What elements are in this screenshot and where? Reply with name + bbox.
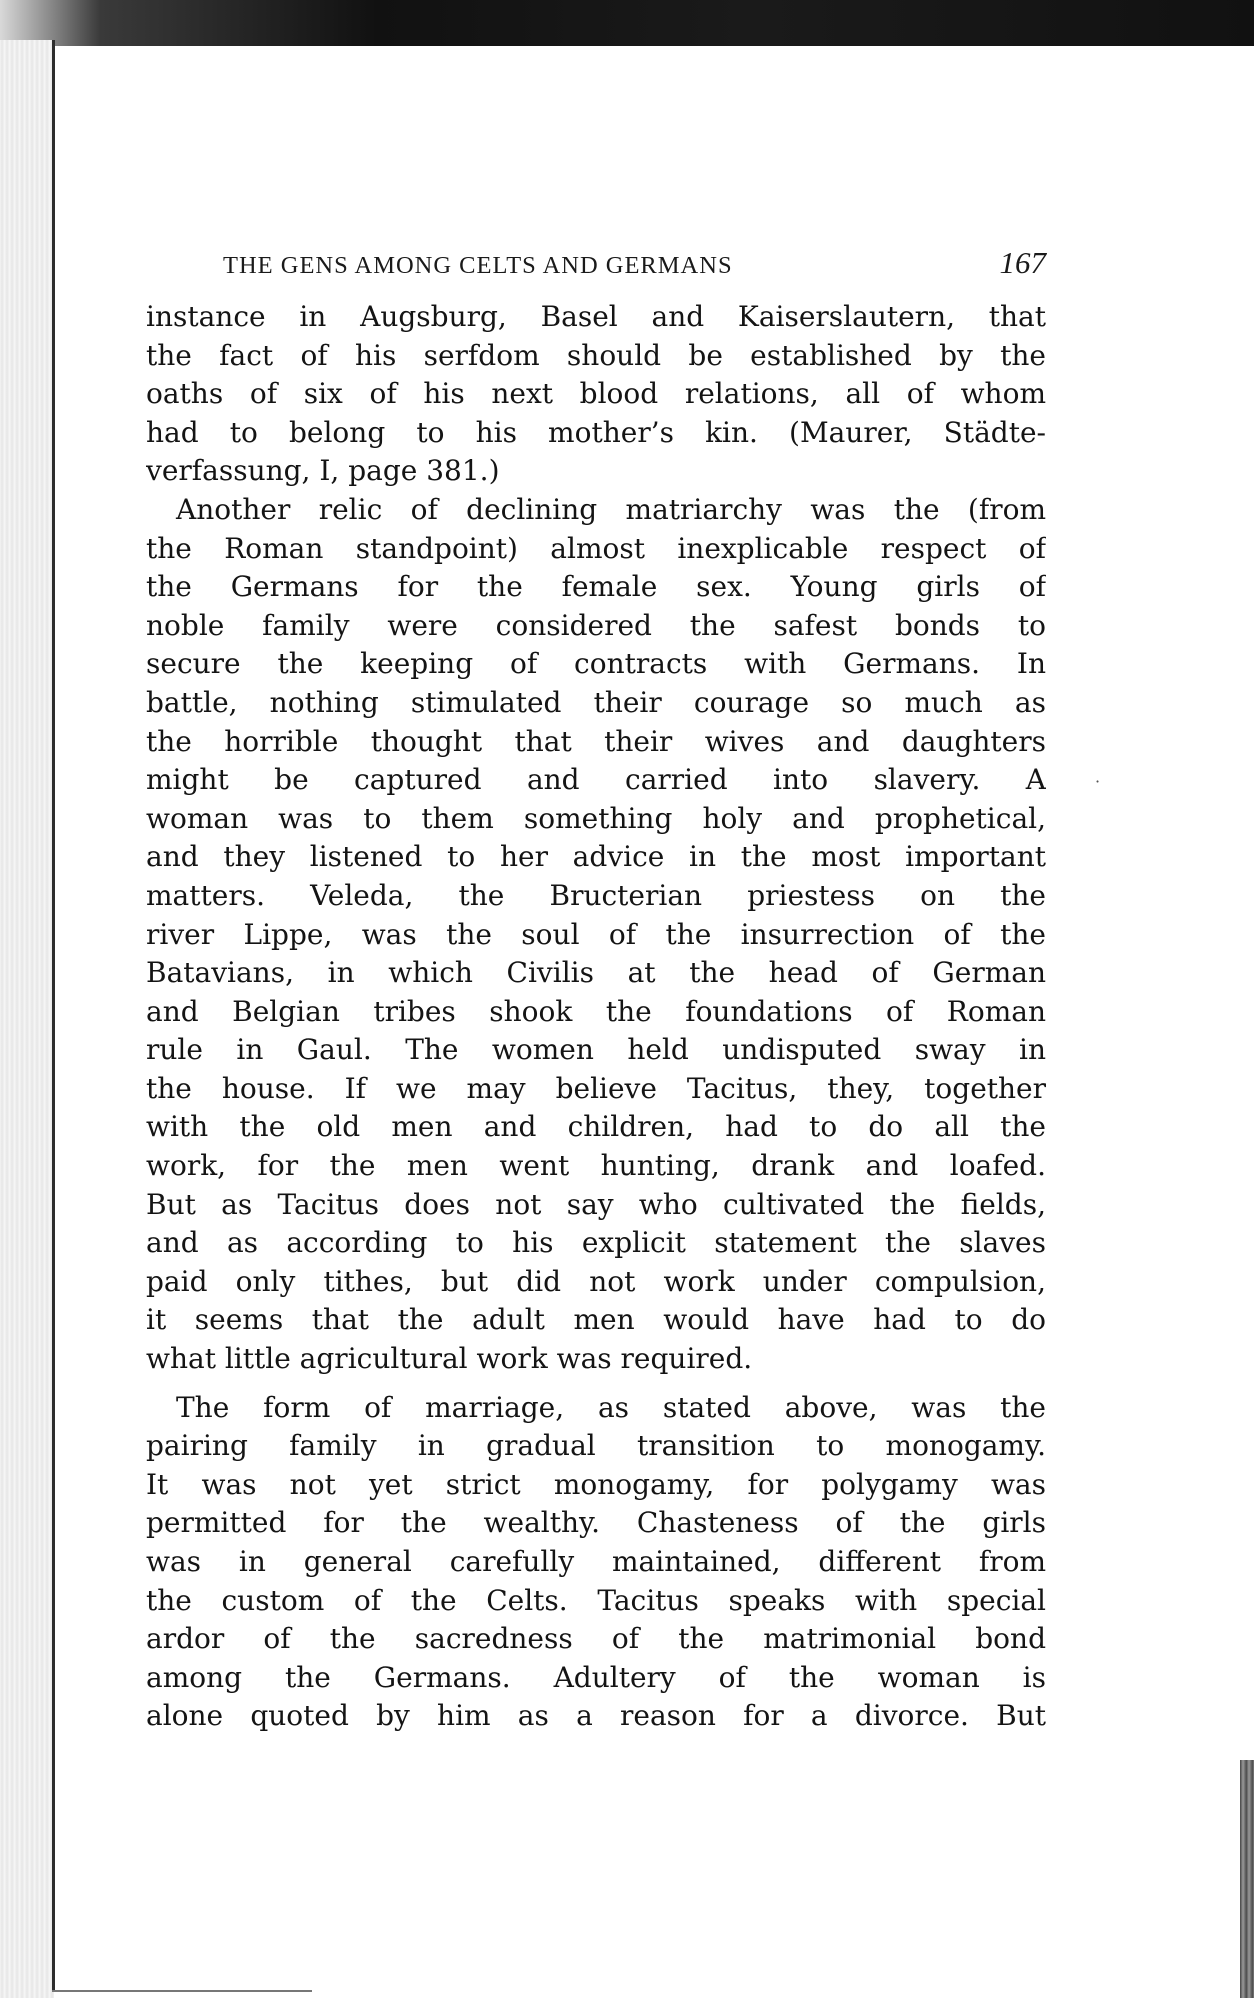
text-line: the Germans for the female sex. Young girls of (146, 570, 1046, 604)
book-page (146, 245, 1046, 1736)
text-line: secure the keeping of contracts with Germans. In (146, 647, 1046, 681)
text-line: alone quoted by him as a reason for a divorce. But (146, 1699, 1046, 1733)
text-line: matters. Veleda, the Bructerian priestess on the (146, 878, 1046, 912)
text-line: what little agricultural work was required. (146, 1342, 753, 1376)
text-line: had to belong to his mother’s kin. (Maurer, Städte- (146, 415, 1046, 449)
text-line: the custom of the Celts. Tacitus speaks with special (146, 1583, 1046, 1617)
text-line: Batavians, in which Civilis at the head of German (146, 956, 1046, 990)
text-line: and as according to his explicit statement the slaves (146, 1226, 1046, 1260)
text-line: the Roman standpoint) almost inexplicable respect of (146, 531, 1046, 565)
binding-rule (52, 40, 55, 1990)
text-line: with the old men and children, had to do all the (146, 1110, 1046, 1144)
text-line: among the Germans. Adultery of the woman is (146, 1660, 1046, 1694)
scan-right-edge (1240, 1760, 1254, 1998)
text-line: paid only tithes, but did not work under compulsion, (146, 1264, 1046, 1298)
text-line: the house. If we may believe Tacitus, they, together (146, 1071, 1046, 1105)
text-line: It was not yet strict monogamy, for polygamy was (146, 1467, 1046, 1501)
running-head (223, 245, 1046, 285)
scan-bottom-rule (52, 1990, 312, 1992)
paragraph (146, 298, 1046, 491)
text-line: noble family were considered the safest bonds to (146, 608, 1046, 642)
text-line: it seems that the adult men would have had to do (146, 1303, 1046, 1337)
text-line: oaths of six of his next blood relations, all of whom (146, 377, 1046, 411)
text-line: But as Tacitus does not say who cultivated the fields, (146, 1187, 1046, 1221)
text-line: was in general carefully maintained, different from (146, 1545, 1046, 1578)
text-line: ardor of the sacredness of the matrimonial bond (146, 1622, 1046, 1656)
text-line: and they listened to her advice in the most important (146, 840, 1046, 874)
text-line: instance in Augsburg, Basel and Kaiserslautern, that (146, 300, 1046, 333)
text-line: the horrible thought that their wives and daughters (146, 724, 1046, 758)
text-line: and Belgian tribes shook the foundations of Roman (146, 994, 1046, 1028)
text-line: The form of marriage, as stated above, was the (176, 1390, 1046, 1424)
text-line: pairing family in gradual transition to monogamy. (146, 1429, 1046, 1463)
text-line: woman was to them something holy and prophetical, (146, 801, 1046, 835)
text-line: the fact of his serfdom should be established by the (146, 338, 1046, 372)
text-line: work, for the men went hunting, drank and loafed. (146, 1149, 1046, 1183)
page-number: 167 (999, 245, 1046, 280)
margin-speck: · (1095, 772, 1101, 791)
text-line: permitted for the wealthy. Chasteness of the girls (146, 1506, 1046, 1540)
paragraph (146, 491, 1046, 1379)
text-line: Another relic of declining matriarchy was the (from (176, 492, 1046, 526)
text-line: rule in Gaul. The women held undisputed sway in (146, 1033, 1046, 1067)
text-line: battle, nothing stimulated their courage so much as (146, 685, 1046, 719)
scan-left-edge (0, 40, 54, 1998)
paragraph (146, 1389, 1046, 1736)
scan-top-edge (0, 0, 1254, 46)
text-line: verfassung, I, page 381.) (146, 454, 500, 488)
body-text (146, 298, 1046, 1736)
text-line: river Lippe, was the soul of the insurrection of the (146, 917, 1046, 951)
text-line: might be captured and carried into slavery. A (146, 763, 1046, 797)
running-title: THE GENS AMONG CELTS AND GERMANS (223, 252, 733, 279)
